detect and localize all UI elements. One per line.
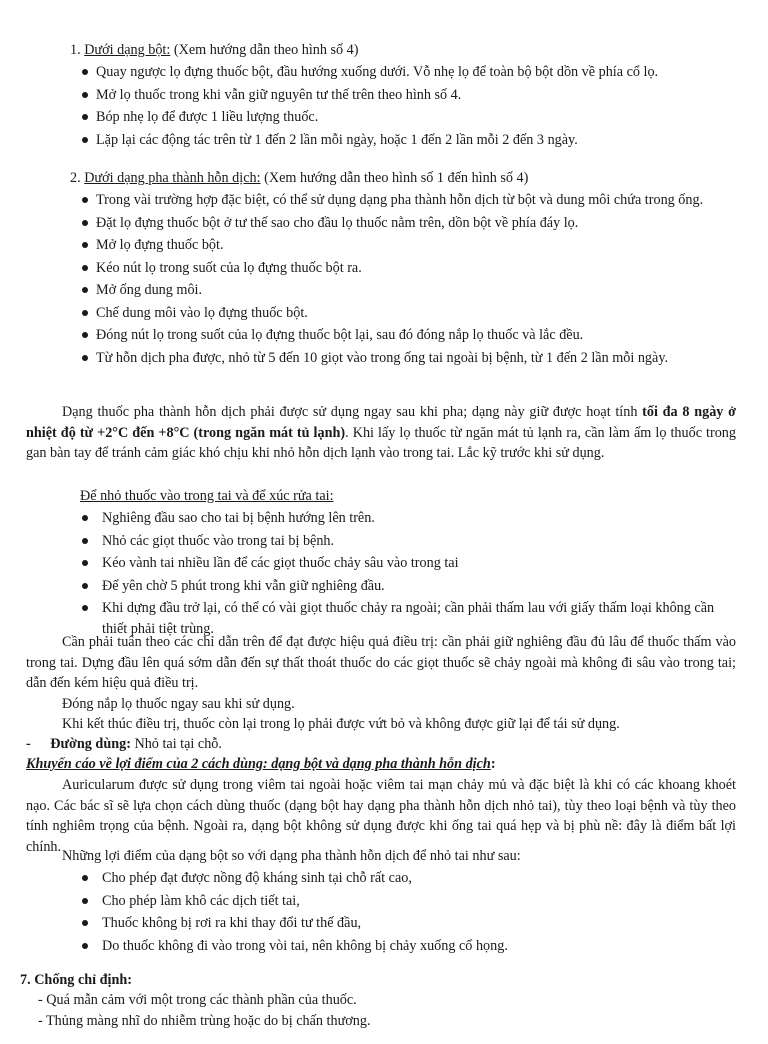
list-item-text: Cho phép làm khô các dịch tiết tai, [102,892,300,909]
section-1-title: Dưới dạng bột: [84,42,171,58]
list-item-text: Thuốc không bị rơi ra khi thay đổi tư thế đầu, [102,915,362,931]
list-item-text: Từ hỗn dịch pha được, nhỏ từ 5 đến 10 giọt vào trong ống tai ngoài bị bệnh, từ 1 đến 2 lần mỗi ngày. [96,349,669,366]
bullet-icon [82,310,88,316]
bullet-icon [82,332,88,338]
list-item: - Thủng màng nhĩ do nhiễm trùng hoặc do bị chấn thương. [38,1012,371,1029]
bullet-icon [82,197,88,203]
bullet-icon [82,69,88,75]
list-item [82,130,722,151]
list-item [80,553,735,574]
list-item-text: Do thuốc không đi vào trong vòi tai, nên không bị chảy xuống cổ họng. [102,937,508,954]
advice-paragraph-2: Những lợi điểm của dạng bột so với dạng pha thành hỗn dịch để nhỏ tai như sau: [62,848,521,864]
list-item [80,913,730,934]
list-item [82,258,722,279]
section-2-heading [70,168,720,189]
bullet-icon [82,265,88,271]
bullet-icon [82,92,88,98]
list-item-text: Nhỏ các giọt thuốc vào trong tai bị bệnh. [102,532,335,549]
list-item-text: Đóng nút lọ trong suốt của lọ đựng thuốc bột lại, sau đó đóng nắp lọ thuốc và lắc đều. [96,327,584,343]
bullet-icon [82,605,88,611]
advice-list [80,868,730,958]
list-item-text: Đặt lọ đựng thuốc bột ở tư thế sao cho đầu lọ thuốc nằm trên, dồn bột về phía đáy lọ. [96,214,579,231]
storage-temperature: tối đa 8 ngày ở nhiệt độ từ +2°C đến +8°C (trong ngăn mát tủ lạnh) [26,404,736,441]
end-treatment-paragraph: Khi kết thúc điều trị, thuốc còn lại trong lọ phải được vứt bỏ và không được giữ lại để tái sử dụng. [62,716,620,732]
bullet-icon [82,560,88,566]
list-item-text: Quay ngược lọ đựng thuốc bột, đầu hướng xuống dưới. Vỗ nhẹ lọ để toàn bộ bột dồn về phía cổ lọ. [96,64,659,80]
advice-colon: : [490,756,496,772]
list-item [80,576,735,597]
bullet-icon [82,242,88,248]
list-item [82,213,722,234]
route-dash: - [26,736,31,752]
list-item [82,107,722,128]
bullet-icon [82,898,88,904]
bullet-icon [82,114,88,120]
bullet-icon [82,943,88,949]
list-item [82,62,722,83]
advice-paragraph-1: Auricularum được sử dụng trong viêm tai ngoài hoặc viêm tai mạn chảy mủ và đặc biệt là khi có các khoang khoét nạo. Các bác sĩ sẽ lựa chọn cách dùng thuốc (dạng bột hay dạng pha thành hỗn dịch nhỏ tai), tùy theo loại bệnh và tùy theo tính nghiêm trọng của bệnh. Ngoài ra, dạng bột không sử dụng được khi ống tai quá hẹp và bị phù nề: đây là điểm bất lợi chính. [26,777,736,855]
section-1-note: (Xem hướng dẫn theo hình số 4) [170,42,359,58]
bullet-icon [82,355,88,361]
list-item-text: Chế dung môi vào lọ đựng thuốc bột. [96,304,308,321]
list-item [82,325,722,346]
list-item [82,85,722,106]
route-text: Nhỏ tai tại chỗ. [130,736,222,752]
bullet-icon [82,287,88,293]
list-item [82,303,722,324]
list-item [80,868,730,889]
drops-heading: Để nhỏ thuốc vào trong tai và để xúc rửa tai: [80,488,334,504]
list-item-text: Mở lọ thuốc trong khi vẫn giữ nguyên tư thế trên theo hình số 4. [96,86,462,103]
list-item-text: Cho phép đạt được nồng độ kháng sinh tại chỗ rất cao, [102,870,412,886]
list-item-text: Khi dựng đầu trở lại, có thể có vài giọt thuốc chảy ra ngoài; cần phải thấm lau với giấy thấm loại không cần thiết phải tiệt trùng. [102,600,715,637]
route-label: Đường dùng: [50,736,131,752]
follow-paragraph: Cần phải tuân theo các chỉ dẫn trên để đạt được hiệu quả điều trị: cần phải giữ nghiêng đầu đủ lâu để thuốc thấm vào trong tai. Dựng đầu lên quá sớm dẫn đến sự thất thoát thuốc do các giọt thuốc sẽ chảy ngoài mà không đi sâu vào trong tai; dẫn đến kém hiệu quả điều trị. [26,634,736,691]
list-item-text: Mở ống dung môi. [96,282,203,298]
list-item-text: Mở lọ đựng thuốc bột. [96,237,224,253]
bullet-icon [82,515,88,521]
section-2-title: Dưới dạng pha thành hỗn dịch: [84,170,261,186]
list-item-text: Kéo vành tai nhiều lần để các giọt thuốc chảy sâu vào trong tai [102,555,459,571]
list-item-text: Bóp nhẹ lọ để được 1 liều lượng thuốc. [96,109,319,125]
list-item-text: Để yên chờ 5 phút trong khi vẫn giữ nghiêng đầu. [102,577,385,594]
storage-paragraph [26,402,736,464]
bullet-icon [82,220,88,226]
list-item [80,891,730,912]
bullet-icon [82,538,88,544]
section-1-heading [70,40,720,61]
list-item [80,936,730,957]
advice-heading [26,754,736,775]
list-item [82,190,722,211]
drops-list [80,508,735,641]
list-item [80,531,735,552]
section-2-number: 2. [70,170,81,186]
list-item-text: Trong vài trường hợp đặc biệt, có thể sử dụng dạng pha thành hỗn dịch từ bột và dung môi chứa trong ống. [96,192,704,208]
contraindications-list [38,990,738,1031]
contraindications-heading: 7. Chống chỉ định: [20,972,132,988]
close-cap-paragraph: Đóng nắp lọ thuốc ngay sau khi sử dụng. [62,696,295,712]
bullet-icon [82,137,88,143]
section-1-list [82,62,722,152]
storage-tail: . Khi lấy lọ thuốc từ ngăn mát tủ lạnh ra, cần làm ấm lọ thuốc trong gan bàn tay để tránh cảm giác khó chịu khi nhỏ hỗn dịch lạnh vào trong tai. Lắc kỹ trước khi sử dụng. [26,424,736,461]
list-item [80,508,735,529]
storage-lead: Dạng thuốc pha thành hỗn dịch phải được sử dụng ngay sau khi pha; dạng này giữ được hoạt tính [62,404,643,420]
list-item-text: Kéo nút lọ trong suốt của lọ đựng thuốc bột ra. [96,259,362,276]
list-item-text: Nghiêng đầu sao cho tai bị bệnh hướng lên trên. [102,510,375,526]
list-item [82,235,722,256]
section-2-list [82,190,722,370]
advice-title: Khuyến cáo về lợi điểm của 2 cách dùng: dạng bột và dạng pha thành hỗn dịch [26,756,491,772]
section-1-number: 1. [70,42,81,58]
bullet-icon [82,875,88,881]
bullet-icon [82,920,88,926]
list-item: - Quá mẫn cảm với một trong các thành phần của thuốc. [38,992,357,1008]
route-line [26,734,726,755]
list-item-text: Lặp lại các động tác trên từ 1 đến 2 lần mỗi ngày, hoặc 1 đến 2 lần mỗi 2 đến 3 ngày. [96,131,578,148]
list-item [82,348,722,369]
section-2-note: (Xem hướng dẫn theo hình số 1 đến hình số 4) [260,170,529,186]
list-item [82,280,722,301]
bullet-icon [82,583,88,589]
